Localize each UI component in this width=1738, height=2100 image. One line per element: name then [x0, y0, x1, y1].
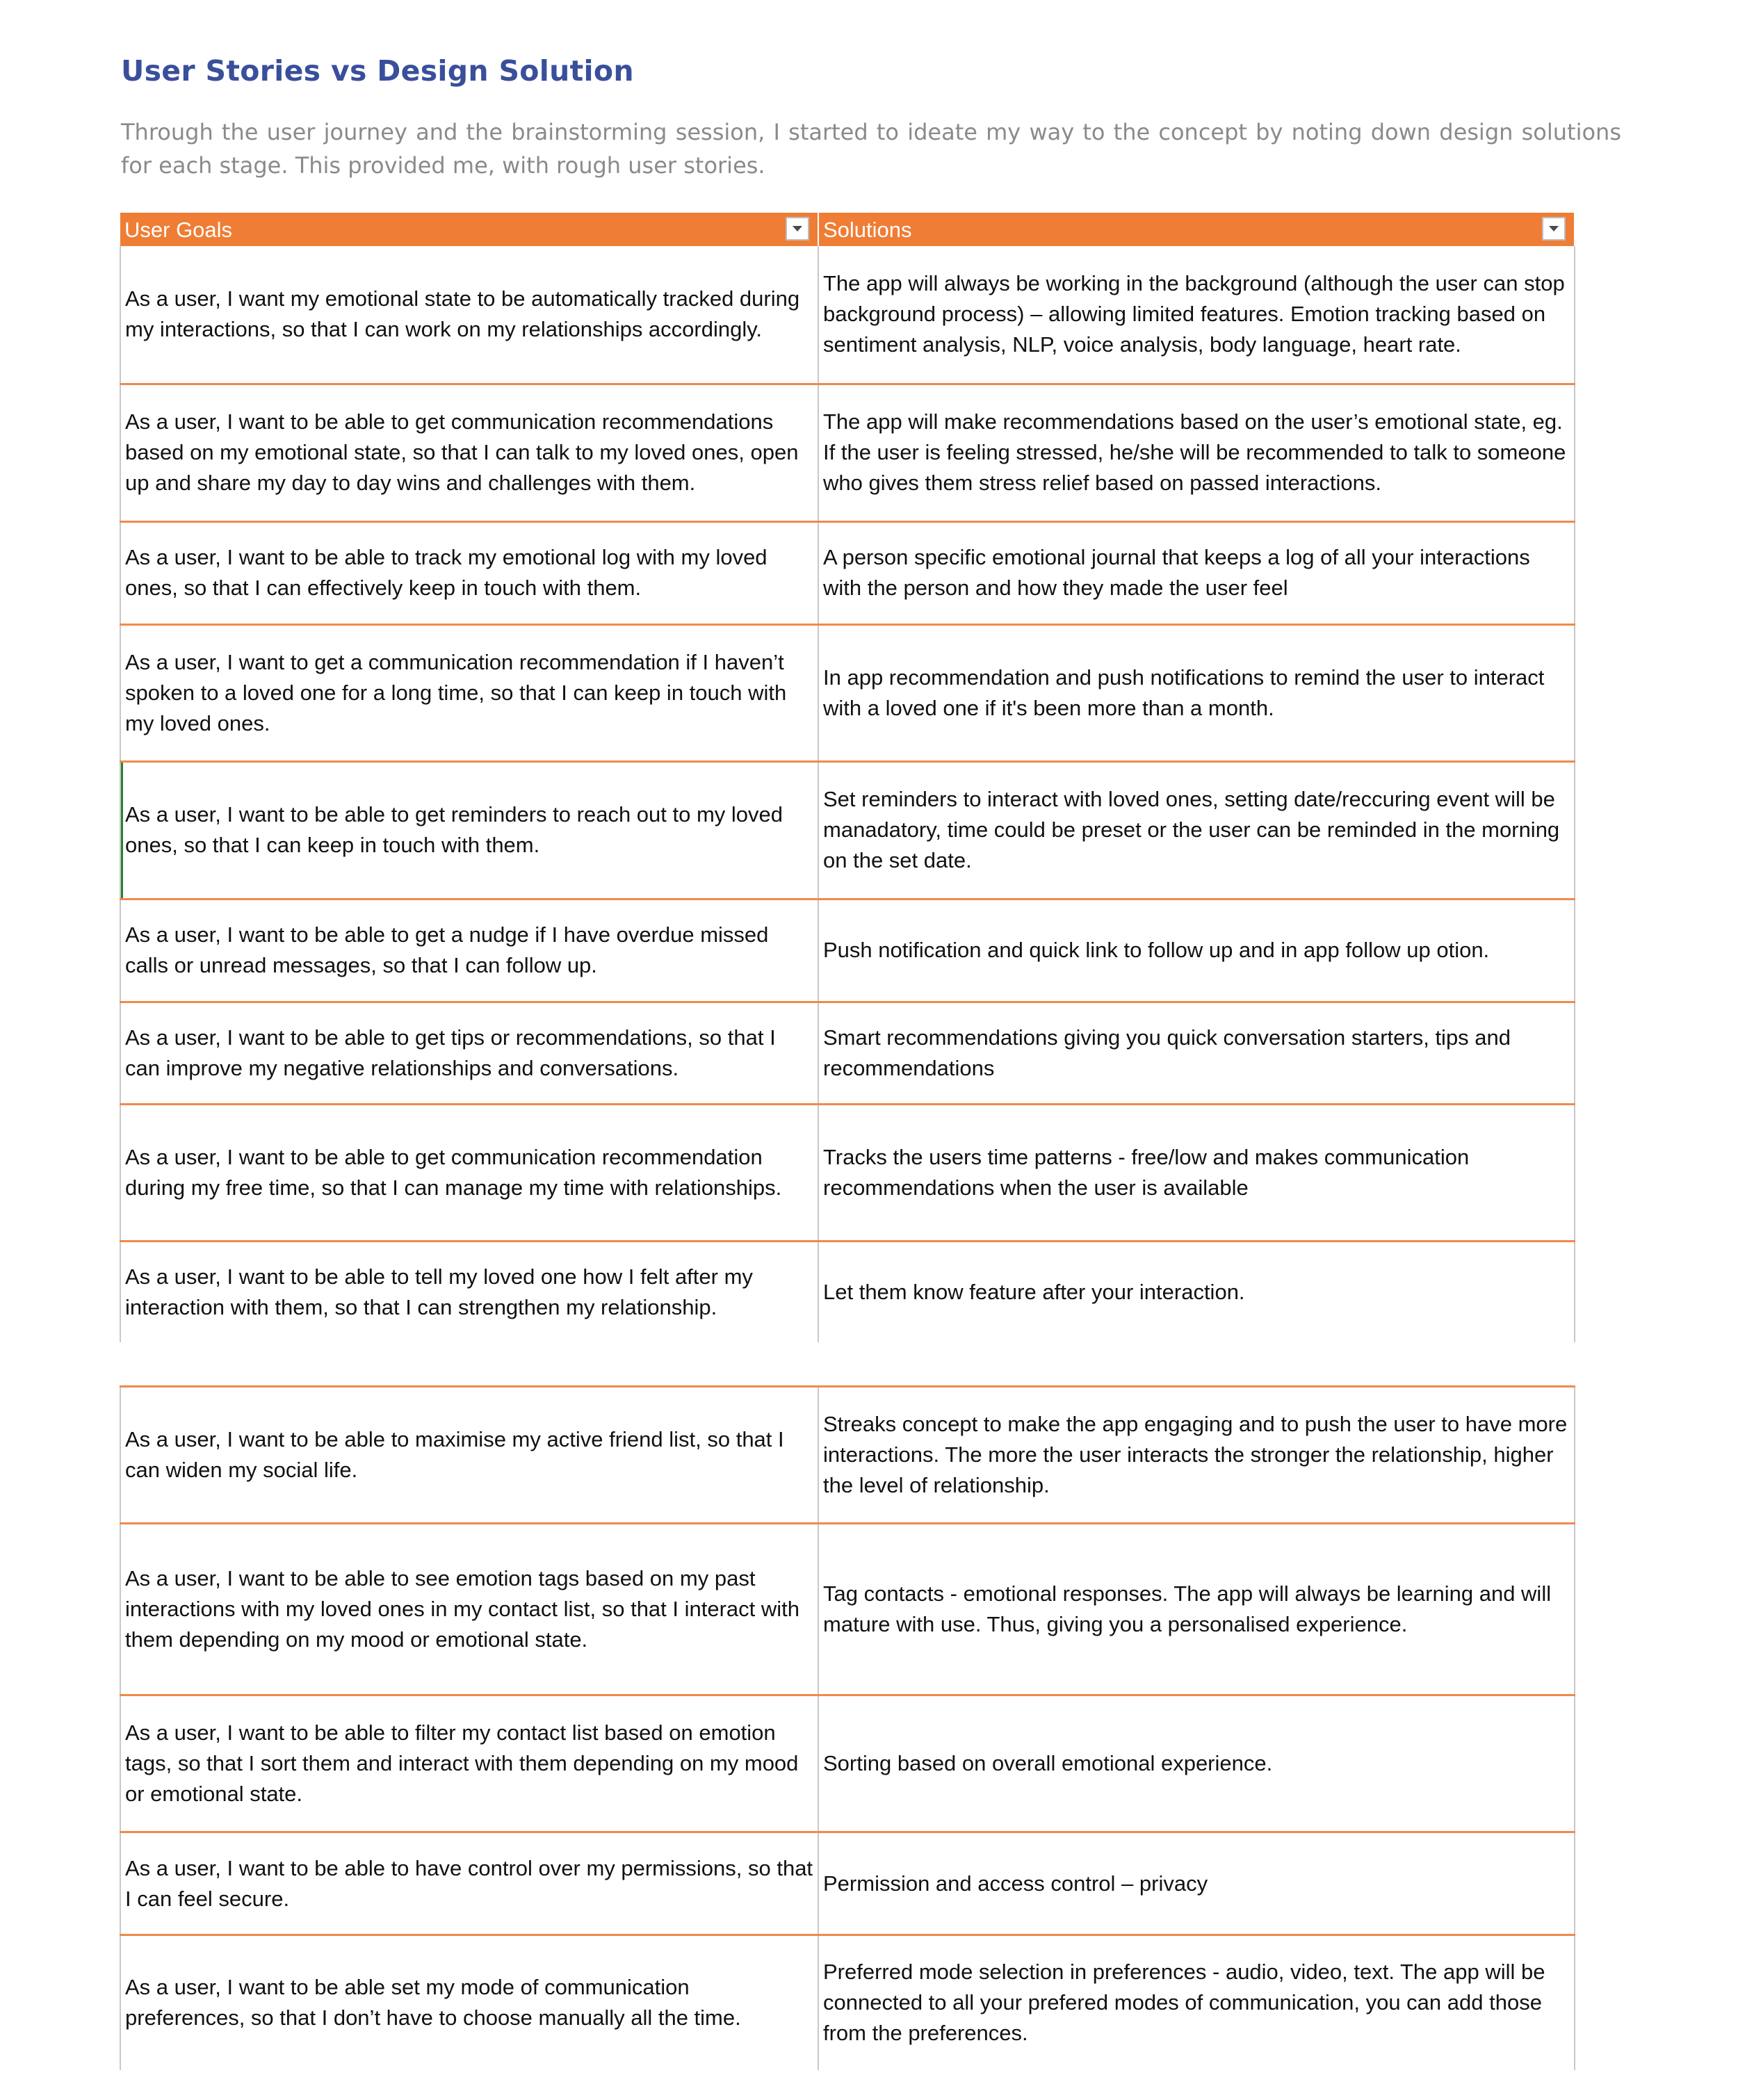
user-goal-cell: As a user, I want to be able set my mode of communication preferences, so that I don’t have to choose manually all the time. [120, 1935, 818, 2070]
column-header-label: Solutions [823, 218, 912, 242]
solution-cell: Tracks the users time patterns - free/low and makes communication recommendations when the user is available [818, 1104, 1575, 1241]
user-goal-cell: As a user, I want my emotional state to be automatically tracked during my interactions, so that I can work on my relationships accordingly. [120, 246, 818, 384]
solution-cell: Preferred mode selection in preferences - audio, video, text. The app will be connected to all your prefered modes of communication, you can add those from the preferences. [818, 1935, 1575, 2070]
user-stories-table-continued [120, 1385, 1575, 2070]
table-row [120, 761, 1575, 899]
solution-cell: A person specific emotional journal that keeps a log of all your interactions with the person and how they made the user feel [818, 521, 1575, 624]
user-goal-cell: As a user, I want to be able to get reminders to reach out to my loved ones, so that I can keep in touch with them. [120, 761, 818, 899]
user-goal-cell: As a user, I want to be able to get communication recommendations based on my emotional state, so that I can talk to my loved ones, open up and share my day to day wins and challenges with them. [120, 384, 818, 521]
solution-cell: Smart recommendations giving you quick conversation starters, tips and recommendations [818, 1002, 1575, 1104]
intro-paragraph: Through the user journey and the brainstorming session, I started to ideate my way to the concept by noting down design solutions for each stage. This provided me, with rough user stories. [121, 119, 1621, 179]
column-header-user-goals [120, 213, 818, 246]
page-title: User Stories vs Design Solution [121, 54, 634, 88]
dropdown-filter-icon[interactable] [786, 217, 809, 241]
user-goal-cell: As a user, I want to be able to get communication recommendation during my free time, so that I can manage my time with relationships. [120, 1104, 818, 1241]
solution-cell: The app will make recommendations based on the user’s emotional state, eg. If the user is feeling stressed, he/she will be recommended to talk to someone who gives them stress relief based on passed interactions. [818, 384, 1575, 521]
table-row [120, 899, 1575, 1002]
solution-cell: Streaks concept to make the app engaging and to push the user to have more interactions. The more the user interacts the stronger the relationship, higher the level of relationship. [818, 1387, 1575, 1524]
user-stories-table [120, 213, 1575, 1342]
table-row [120, 1935, 1575, 2070]
table-header-row [120, 213, 1575, 246]
column-header-solutions [818, 213, 1575, 246]
column-header-label: User Goals [124, 218, 233, 242]
table-row [120, 624, 1575, 761]
table-row [120, 1241, 1575, 1342]
user-goal-cell: As a user, I want to be able to see emotion tags based on my past interactions with my loved ones in my contact list, so that I interact with them depending on my mood or emotional state. [120, 1524, 818, 1695]
table-row [120, 1002, 1575, 1104]
table-row [120, 1104, 1575, 1241]
solution-cell: Sorting based on overall emotional experience. [818, 1695, 1575, 1832]
table-row [120, 246, 1575, 384]
solution-cell: Let them know feature after your interaction. [818, 1241, 1575, 1342]
solution-cell: Push notification and quick link to follow up and in app follow up otion. [818, 899, 1575, 1002]
table-row [120, 1695, 1575, 1832]
solution-cell: Permission and access control – privacy [818, 1832, 1575, 1935]
table-row [120, 1524, 1575, 1695]
table-row [120, 1387, 1575, 1524]
solution-cell: In app recommendation and push notifications to remind the user to interact with a loved one if it's been more than a month. [818, 624, 1575, 761]
solution-cell: Tag contacts - emotional responses. The app will always be learning and will mature with use. Thus, giving you a personalised experience. [818, 1524, 1575, 1695]
table-row [120, 384, 1575, 521]
user-goal-cell: As a user, I want to get a communication recommendation if I haven’t spoken to a loved one for a long time, so that I can keep in touch with my loved ones. [120, 624, 818, 761]
user-goal-cell: As a user, I want to be able to get tips or recommendations, so that I can improve my negative relationships and conversations. [120, 1002, 818, 1104]
user-goal-cell: As a user, I want to be able to track my emotional log with my loved ones, so that I can effectively keep in touch with them. [120, 521, 818, 624]
user-goal-cell: As a user, I want to be able to filter my contact list based on emotion tags, so that I sort them and interact with them depending on my mood or emotional state. [120, 1695, 818, 1832]
user-goal-cell: As a user, I want to be able to have control over my permissions, so that I can feel secure. [120, 1832, 818, 1935]
table-row [120, 1832, 1575, 1935]
table-row [120, 521, 1575, 624]
user-goal-cell: As a user, I want to be able to get a nudge if I have overdue missed calls or unread messages, so that I can follow up. [120, 899, 818, 1002]
user-goal-cell: As a user, I want to be able to maximise my active friend list, so that I can widen my social life. [120, 1387, 818, 1524]
solution-cell: The app will always be working in the background (although the user can stop background process) – allowing limited features. Emotion tracking based on sentiment analysis, NLP, voice analysis, body language, heart rate. [818, 246, 1575, 384]
user-goal-cell: As a user, I want to be able to tell my loved one how I felt after my interaction with them, so that I can strengthen my relationship. [120, 1241, 818, 1342]
solution-cell: Set reminders to interact with loved ones, setting date/reccuring event will be manadatory, time could be preset or the user can be reminded in the morning on the set date. [818, 761, 1575, 899]
dropdown-filter-icon[interactable] [1542, 217, 1566, 241]
